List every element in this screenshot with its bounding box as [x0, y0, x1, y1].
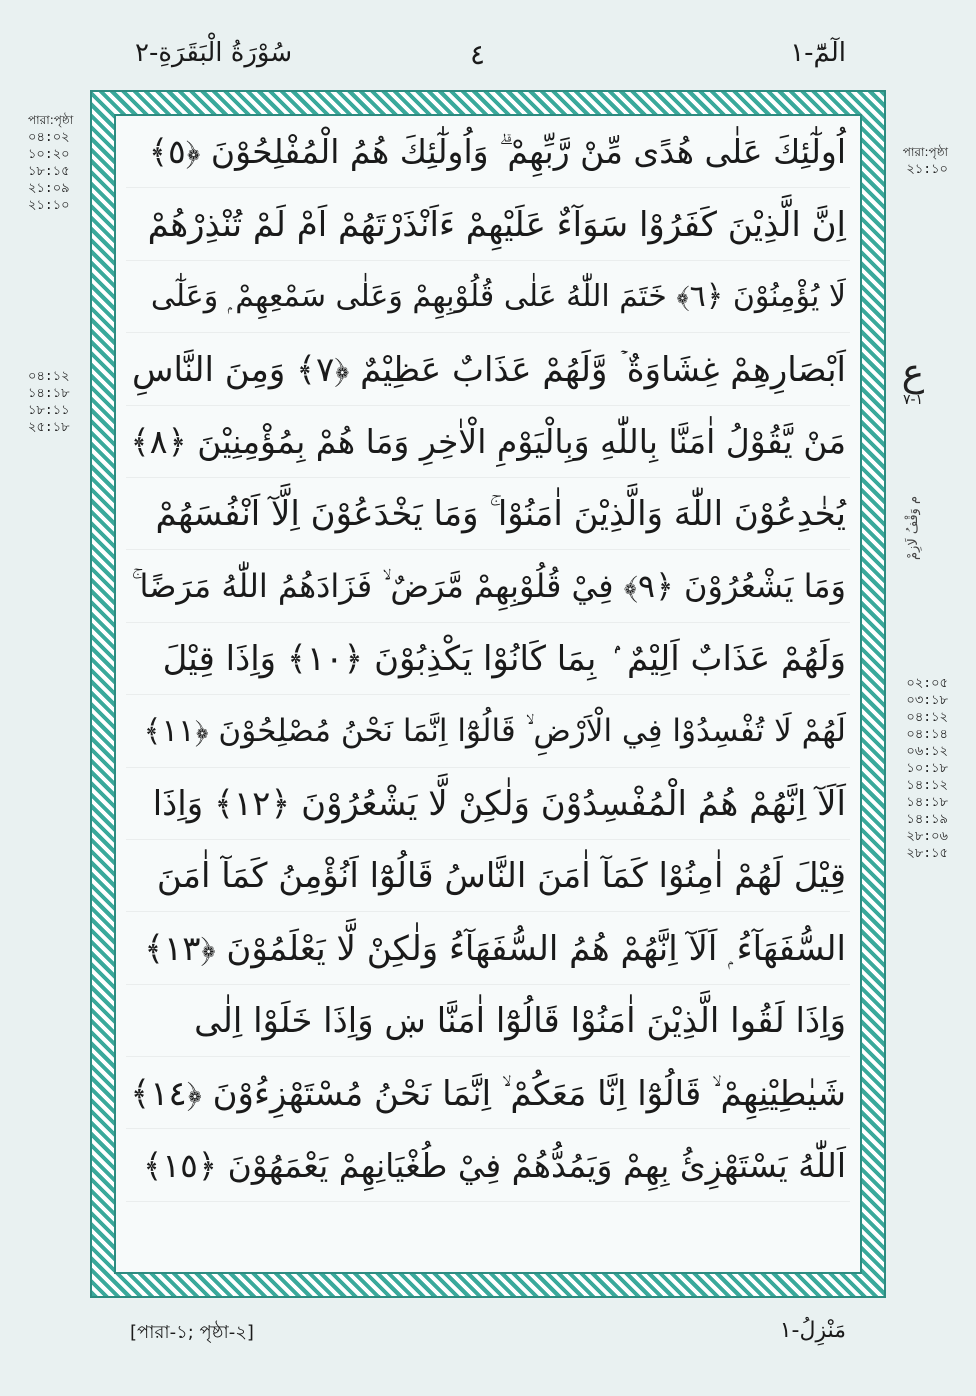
margin-note: ১০:১৮	[906, 761, 948, 776]
margin-note: ২১:১০	[28, 198, 70, 213]
page-footer	[0, 1318, 976, 1358]
margin-note: ১৪:১২	[906, 778, 948, 793]
margin-note: পারা:পৃষ্ঠা	[902, 145, 948, 159]
manzil-label: مَنْزِلُ-١	[779, 1318, 846, 1343]
margin-note: ০২:০৫	[906, 676, 948, 691]
margin-note: ১৪:১৮	[28, 386, 70, 401]
verse-line: اِنَّ الَّذِيْنَ كَفَرُوْا سَوَآءٌ عَلَيْهِمْ ءَاَنْذَرْتَهُمْ اَمْ لَمْ تُنْذِرْهُمْ	[116, 188, 860, 260]
verse-line: وَلَهُمْ عَذَابٌ اَلِيْمٌ ۢ بِمَا كَانُوْا يَكْذِبُوْنَ ﴿١٠﴾ وَاِذَا قِيْلَ	[116, 623, 860, 695]
verse-line: لَهُمْ لَا تُفْسِدُوْا فِي الْاَرْضِ ۙ قَالُوْٓا اِنَّمَا نَحْنُ مُصْلِحُوْنَ ﴿١١﴾	[116, 695, 860, 767]
verse-line: وَاِذَا لَقُوا الَّذِيْنَ اٰمَنُوْا قَالُوْٓا اٰمَنَّا ښ وَاِذَا خَلَوْا اِلٰى	[116, 985, 860, 1057]
ruku-marker	[895, 352, 931, 578]
margin-notes-left-top	[28, 112, 88, 214]
verse-line: اَلَآ اِنَّهُمْ هُمُ الْمُفْسِدُوْنَ وَلٰكِنْ لَّا يَشْعُرُوْنَ ﴿١٢﴾ وَاِذَا	[116, 768, 860, 840]
verse-line: يُخٰدِعُوْنَ اللّٰهَ وَالَّذِيْنَ اٰمَنُوْا ۚ وَمَا يَخْدَعُوْنَ اِلَّآ اَنْفُسَهُمْ	[116, 478, 860, 550]
margin-note: ২৫:১৮	[28, 420, 70, 435]
margin-note: ১৪:১৯	[906, 812, 948, 827]
margin-note: পারা:পৃষ্ঠা	[28, 113, 74, 127]
verse-line: وَمَا يَشْعُرُوْنَ ﴿٩﴾ فِيْ قُلُوْبِهِمْ مَّرَضٌ ۙ فَزَادَهُمُ اللّٰهُ مَرَضًا ۚ	[116, 550, 860, 622]
verse-lines	[116, 116, 860, 1202]
verse-line: مَنْ يَّقُوْلُ اٰمَنَّا بِاللّٰهِ وَبِالْيَوْمِ الْاٰخِرِ وَمَا هُمْ بِمُؤْمِنِيْنَ ﴿٨﴾	[116, 406, 860, 478]
margin-note: ২৮:০৬	[906, 829, 948, 844]
margin-note: ০৪:১২	[28, 369, 70, 384]
margin-note: ২১:০৯	[28, 181, 70, 196]
margin-note: ০৩:১৮	[906, 693, 948, 708]
margin-note: ২৮:১৫	[906, 846, 948, 861]
margin-note: ০৪:০২	[28, 130, 70, 145]
ruku-symbol: ع	[901, 350, 925, 394]
verse-line: لَا يُؤْمِنُوْنَ ﴿٦﴾ خَتَمَ اللّٰهُ عَلٰى قُلُوْبِهِمْ وَعَلٰى سَمْعِهِمْ ۭ وَعَلٰٓى	[116, 261, 860, 333]
ornamental-border	[90, 90, 886, 1298]
verse-line: قِيْلَ لَهُمْ اٰمِنُوْا كَمَآ اٰمَنَ النَّاسُ قَالُوْٓا اَنُؤْمِنُ كَمَآ اٰمَنَ	[116, 840, 860, 912]
para-name: الٓمّٓ-١	[790, 38, 846, 68]
margin-notes-right-top	[888, 144, 948, 178]
page-number: ٤	[470, 38, 486, 71]
margin-note: ২১:১০	[906, 162, 948, 177]
margin-note: ১৮:১৫	[28, 164, 70, 179]
ruku-number: ١-٧	[902, 392, 924, 408]
page-header	[0, 38, 976, 88]
verse-line: شَيٰطِيْنِهِمْ ۙ قَالُوْٓا اِنَّا مَعَكُمْ ۙ اِنَّمَا نَحْنُ مُسْتَهْزِءُوْنَ ﴿١٤﴾	[116, 1057, 860, 1129]
margin-note: ১৮:১১	[28, 403, 70, 418]
surah-name: سُوْرَةُ الْبَقَرَةِ-٢	[135, 38, 293, 68]
margin-note: ১০:২০	[28, 147, 70, 162]
margin-note: ১৪:১৮	[906, 795, 948, 810]
waqf-note: م وَقْفُ لَازِمْ	[905, 496, 921, 561]
margin-note: ০৬:১২	[906, 744, 948, 759]
margin-notes-right-bottom	[888, 675, 948, 862]
verse-line: السُّفَهَآءُ ۭ اَلَآ اِنَّهُمْ هُمُ السُّفَهَآءُ وَلٰكِنْ لَّا يَعْلَمُوْنَ ﴿١٣﴾	[116, 912, 860, 984]
text-panel	[114, 114, 862, 1274]
verse-line: اَبْصَارِهِمْ غِشَاوَةٌ ۡ وَّلَهُمْ عَذَابٌ عَظِيْمٌ ﴿٧﴾ وَمِنَ النَّاسِ	[116, 333, 860, 405]
page-reference: [পারা-১; পৃষ্ঠা-২]	[130, 1322, 254, 1343]
verse-line: اُولٰٓئِكَ عَلٰى هُدًى مِّنْ رَّبِّهِمْ ۗ وَاُولٰٓئِكَ هُمُ الْمُفْلِحُوْنَ ﴿٥﴾	[116, 116, 860, 188]
margin-note: ০৪:১৪	[906, 727, 948, 742]
margin-notes-left-mid	[28, 368, 88, 436]
verse-line: اَللّٰهُ يَسْتَهْزِئُ بِهِمْ وَيَمُدُّهُمْ فِيْ طُغْيَانِهِمْ يَعْمَهُوْنَ ﴿١٥﴾	[116, 1129, 860, 1201]
margin-note: ০৪:১২	[906, 710, 948, 725]
